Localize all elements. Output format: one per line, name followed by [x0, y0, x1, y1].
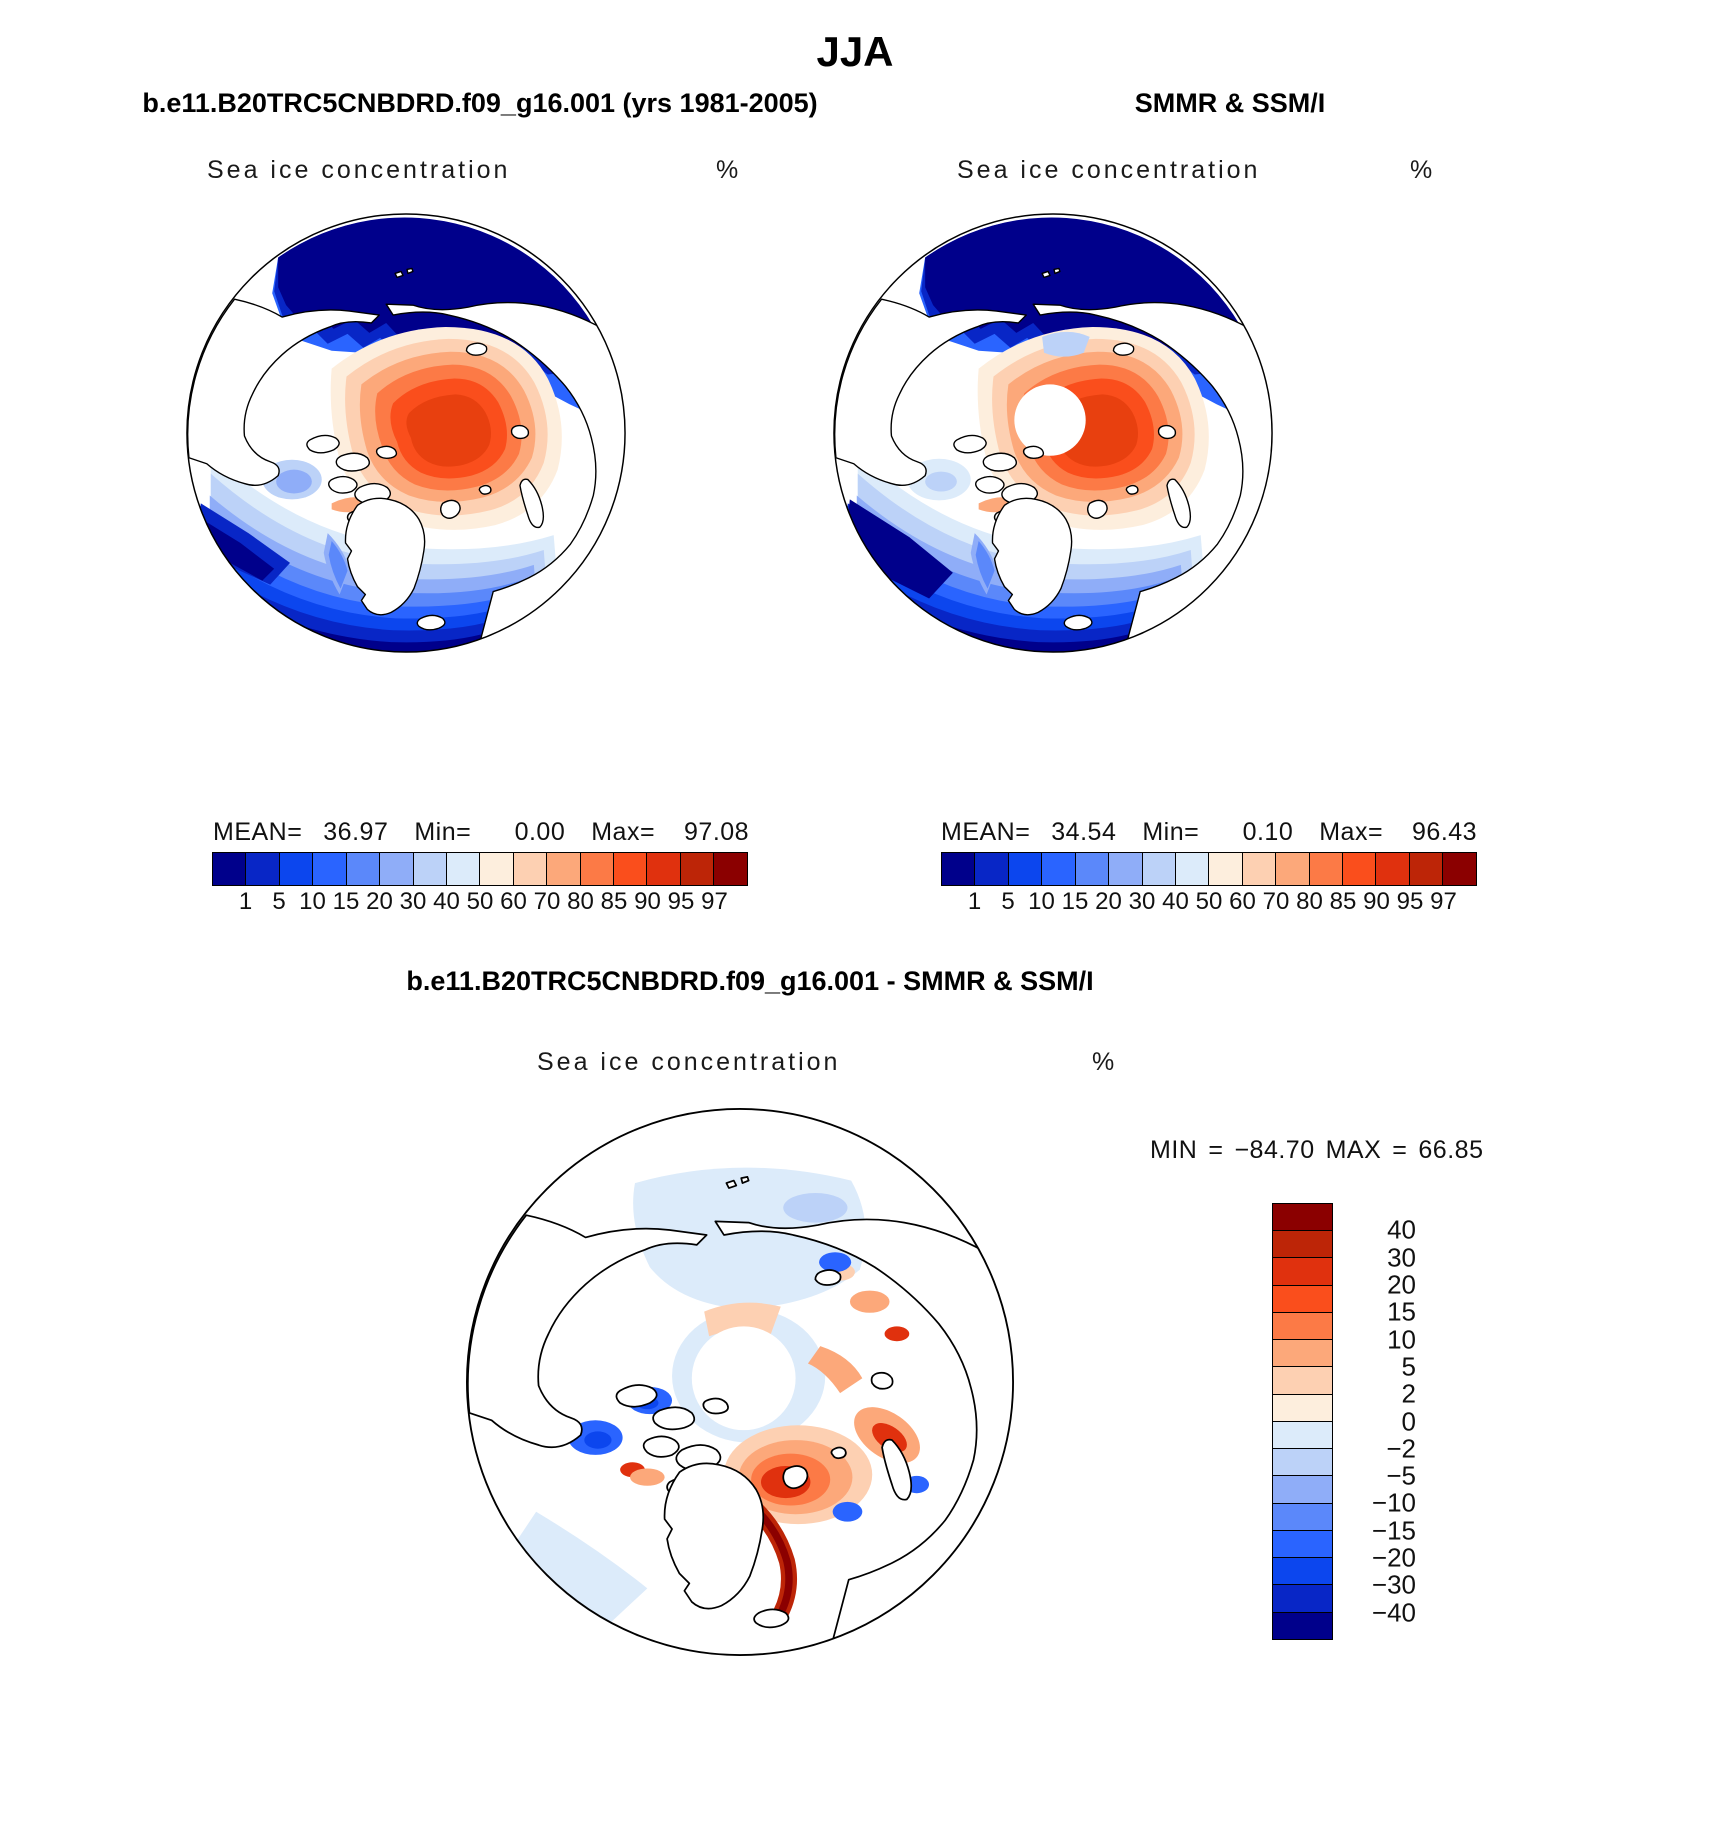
- colorbar-cell: [1309, 852, 1344, 886]
- model-max-label: Max=: [591, 818, 656, 846]
- colorbar-tick-label: 70: [1262, 888, 1290, 915]
- colorbar-cell: [1272, 1312, 1333, 1340]
- colorbar-tick-label: 1: [967, 888, 982, 915]
- obs-colorbar-ticks: [941, 888, 1477, 916]
- colorbar-cell: [245, 852, 280, 886]
- diff-max-label: MAX: [1325, 1136, 1382, 1164]
- colorbar-tick-label: 60: [1229, 888, 1256, 915]
- colorbar-tick-label: 50: [466, 888, 494, 915]
- colorbar-cell: [1275, 852, 1310, 886]
- colorbar-tick-label: 95: [667, 888, 695, 915]
- colorbar-tick-label: −5: [1386, 1460, 1416, 1491]
- colorbar-tick-label: −2: [1386, 1433, 1416, 1464]
- model-map-svg: [183, 210, 629, 656]
- colorbar-tick-label: 85: [1329, 888, 1357, 915]
- colorbar-cell: [1208, 852, 1243, 886]
- colorbar-tick-label: 15: [332, 888, 360, 915]
- model-min-label: Min=: [414, 818, 472, 846]
- colorbar-cell: [713, 852, 748, 886]
- diff-map-svg: [462, 1104, 1018, 1660]
- colorbar-cell: [1272, 1530, 1333, 1558]
- diff-min-label: MIN: [1150, 1136, 1198, 1164]
- colorbar-tick-label: 5: [1001, 888, 1015, 915]
- colorbar-tick-label: 40: [433, 888, 460, 915]
- colorbar-tick-label: 80: [567, 888, 594, 915]
- model-mean-label: MEAN=: [213, 818, 303, 846]
- obs-field-label: Sea ice concentration: [957, 156, 1261, 184]
- colorbar-cell: [613, 852, 648, 886]
- obs-map-svg: [830, 210, 1276, 656]
- diff-max-value: 66.85: [1418, 1136, 1484, 1164]
- colorbar-cell: [646, 852, 681, 886]
- diff-colorbar-ticks: [1346, 1203, 1416, 1640]
- colorbar-cell: [1272, 1557, 1333, 1585]
- colorbar-cell: [1409, 852, 1444, 886]
- colorbar-tick-label: 97: [1430, 888, 1457, 915]
- colorbar-tick-label: 40: [1387, 1214, 1416, 1245]
- colorbar-cell: [1272, 1475, 1333, 1503]
- model-min-value: 0.00: [514, 818, 566, 846]
- colorbar-tick-label: 10: [299, 888, 326, 915]
- diff-panel-header: b.e11.B20TRC5CNBDRD.f09_g16.001 - SMMR & SSM/I: [406, 966, 1094, 996]
- colorbar-cell: [1272, 1612, 1333, 1640]
- colorbar-cell: [1075, 852, 1110, 886]
- colorbar-tick-label: 20: [1095, 888, 1122, 915]
- model-panel-header: b.e11.B20TRC5CNBDRD.f09_g16.001 (yrs 1981-2005): [142, 88, 818, 118]
- colorbar-cell: [546, 852, 581, 886]
- obs-min-label: Min=: [1142, 818, 1200, 846]
- colorbar-cell: [1272, 1230, 1333, 1258]
- diff-colorbar-group: [1272, 1203, 1416, 1640]
- colorbar-cell: [1041, 852, 1076, 886]
- obs-mean-value: 34.54: [1051, 818, 1117, 846]
- colorbar-cell: [1442, 852, 1477, 886]
- colorbar-tick-label: 80: [1296, 888, 1323, 915]
- colorbar-cell: [346, 852, 381, 886]
- colorbar-cell: [1272, 1503, 1333, 1531]
- colorbar-cell: [446, 852, 481, 886]
- diff-minmax: [1150, 1136, 1483, 1165]
- colorbar-cell: [1272, 1366, 1333, 1394]
- colorbar-cell: [312, 852, 347, 886]
- colorbar-cell: [1272, 1394, 1333, 1422]
- colorbar-cell: [680, 852, 715, 886]
- colorbar-cell: [1108, 852, 1143, 886]
- obs-stats: [941, 818, 1477, 847]
- colorbar-tick-label: 50: [1195, 888, 1223, 915]
- colorbar-tick-label: 30: [1128, 888, 1156, 915]
- diff-field-label: Sea ice concentration: [537, 1048, 841, 1076]
- colorbar-tick-label: −20: [1371, 1542, 1416, 1573]
- diff-min-value: −84.70: [1234, 1136, 1315, 1164]
- colorbar-cell: [479, 852, 514, 886]
- colorbar-tick-label: 90: [634, 888, 661, 915]
- colorbar-tick-label: −15: [1371, 1515, 1416, 1546]
- colorbar-cell: [1272, 1339, 1333, 1367]
- colorbar-tick-label: −40: [1371, 1597, 1416, 1628]
- colorbar-tick-label: 40: [1162, 888, 1189, 915]
- colorbar-tick-label: 90: [1363, 888, 1390, 915]
- colorbar-cell: [1272, 1203, 1333, 1231]
- colorbar-cell: [1272, 1285, 1333, 1313]
- satellite-pole-hole: [692, 1326, 796, 1430]
- colorbar-cell: [1272, 1448, 1333, 1476]
- colorbar-cell: [1175, 852, 1210, 886]
- colorbar-tick-label: 5: [272, 888, 286, 915]
- obs-max-label: Max=: [1319, 818, 1384, 846]
- diff-colorbar: [1272, 1203, 1333, 1640]
- model-stats: [213, 818, 749, 847]
- diff-max-eq: =: [1392, 1136, 1408, 1164]
- colorbar-cell: [1272, 1257, 1333, 1285]
- colorbar-cell: [1272, 1584, 1333, 1612]
- colorbar-cell: [1272, 1421, 1333, 1449]
- colorbar-tick-label: 20: [1387, 1269, 1416, 1300]
- colorbar-cell: [1375, 852, 1410, 886]
- colorbar-tick-label: 10: [1028, 888, 1055, 915]
- colorbar-tick-label: 95: [1396, 888, 1424, 915]
- colorbar-cell: [379, 852, 414, 886]
- model-max-value: 97.08: [684, 818, 750, 846]
- colorbar-cell: [279, 852, 314, 886]
- colorbar-cell: [413, 852, 448, 886]
- model-units-label: %: [716, 156, 742, 184]
- obs-min-value: 0.10: [1242, 818, 1294, 846]
- colorbar-cell: [1008, 852, 1043, 886]
- obs-map: [830, 210, 1276, 656]
- obs-max-value: 96.43: [1412, 818, 1478, 846]
- colorbar-tick-label: 0: [1401, 1406, 1416, 1436]
- model-map: [183, 210, 629, 656]
- model-field-label: Sea ice concentration: [207, 156, 511, 184]
- colorbar-cell: [941, 852, 976, 886]
- diff-units-label: %: [1092, 1048, 1118, 1076]
- obs-mean-label: MEAN=: [941, 818, 1031, 846]
- colorbar-tick-label: 20: [366, 888, 393, 915]
- colorbar-tick-label: 85: [600, 888, 628, 915]
- diff-min-eq: =: [1208, 1136, 1224, 1164]
- figure-title: JJA: [816, 28, 894, 75]
- colorbar-tick-label: 70: [533, 888, 561, 915]
- colorbar-cell: [513, 852, 548, 886]
- obs-panel-header: SMMR & SSM/I: [1134, 88, 1326, 118]
- colorbar-cell: [1342, 852, 1377, 886]
- colorbar-cell: [974, 852, 1009, 886]
- colorbar-cell: [580, 852, 615, 886]
- colorbar-tick-label: −10: [1371, 1487, 1416, 1518]
- colorbar-tick-label: 30: [399, 888, 427, 915]
- colorbar-tick-label: 97: [701, 888, 728, 915]
- colorbar-tick-label: 10: [1387, 1324, 1416, 1355]
- satellite-pole-hole: [1014, 384, 1085, 455]
- colorbar-tick-label: 15: [1061, 888, 1089, 915]
- colorbar-cell: [212, 852, 247, 886]
- colorbar-cell: [1242, 852, 1277, 886]
- model-colorbar: [212, 852, 748, 886]
- colorbar-tick-label: 2: [1401, 1378, 1416, 1409]
- colorbar-tick-label: −30: [1371, 1569, 1416, 1600]
- colorbar-tick-label: 60: [500, 888, 527, 915]
- obs-units-label: %: [1410, 156, 1436, 184]
- colorbar-tick-label: 5: [1401, 1351, 1416, 1382]
- colorbar-tick-label: 15: [1387, 1296, 1416, 1327]
- model-mean-value: 36.97: [323, 818, 389, 846]
- colorbar-tick-label: 1: [238, 888, 253, 915]
- colorbar-tick-label: 30: [1387, 1242, 1416, 1273]
- model-colorbar-ticks: [212, 888, 748, 916]
- diff-map: [462, 1104, 1018, 1660]
- colorbar-cell: [1142, 852, 1177, 886]
- obs-colorbar: [941, 852, 1477, 886]
